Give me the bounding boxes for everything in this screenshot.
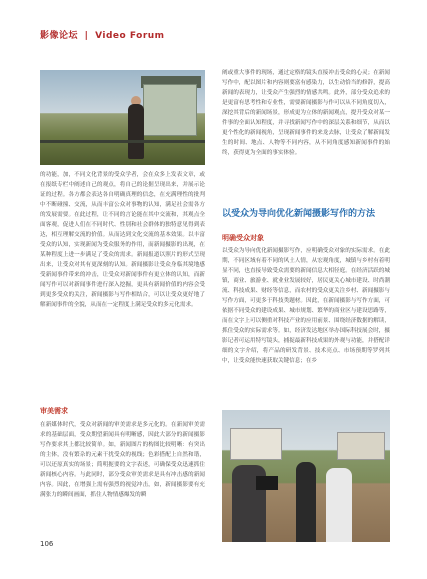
interview-photo [222,410,390,542]
header-section-en: Video Forum [95,31,165,41]
page-number: 106 [40,540,54,548]
right-intro-paragraph: 阐或重大事件的现场，通过定格的镜头直接冲击受众的心灵；在新闻写作中，配以图片和内容则要富有感染力，以生动恰当的修辞，提高新闻的表现力，让受众产生强烈的情感共鸣。此外，部分受众追求的是更富有思考性和专业性，需要新闻摄影与作可以从不同角度切入，深挖其背后的新闻场景，形成更为立体的新闻观点，提升受众对某一件事的全面认知程度，并寻找新闻写作中的深层关系和细节，从而以更个性化的新闻视角，呈现新闻事件的来龙去脉，让受众了解新闻发生的时间、地点、人物等不同内容，从不同角度感知新闻事件的始终，获得更为全面的事实体验。 [222,70,390,156]
right-body-paragraph: 以受众为导向优化新闻摄影写作，应明确受众对象的实际需求。在此期，不同区域有着不同的风土人情，从宏观角度，城镇与乡村有着明显不同，也直接导致受众需要的新闻信息大相径庭。在经济活跃的城镇，商业、旅游业、就业业发展较好，居民更关心城市建设、时尚潮流、科技成果、财经等信息，而农村的受众更关注乡村、新闻摄影与写作方面，可更多于科技类题材。因此，在新闻摄影与写作方面，可依据不同受众的建设成果、城市规划、繁华的商业区与建设思路等，而在文字上可以侧重对科技产业的应用前景、围绕经济数据的解读，抓住受众的实际需求等。如，经济发达地区举办国际科技展会时，摄影记者可运用特写镜头，捕捉最新科技成果的外观与功能，并搭配详细的文字介绍，将产品的研发背景、技术亮点、市场预期等罗列其中，让受众能快速获取关键信息；在乡 [222,248,390,364]
interviewee-figure [296,462,316,542]
right-sub-heading: 明确受众对象 [222,234,264,242]
left-body-text [40,170,205,400]
reporter-figure [326,468,352,542]
left-sub-body-text [40,420,205,535]
section-heading: 以受众为导向优化新闻摄影写作的方法 [222,209,376,219]
building [143,84,197,136]
railing [40,140,205,143]
left-sub-body-paragraph: 在新媒体时代，受众对新闻的审美需求是多元化的。在新闻审美需求的基础层面，受众期望新闻具有明晰感，因此大部分的新闻摄影写作要求其上都比较简单。如，新闻图片的构图比较明晰：有突出的主体，没有繁杂的元素干扰受众的视线；色彩搭配上自然和谐，可以还原真实的场景；简明扼要的文字表述，可确保受众迅速抓住新闻核心内容。与此同时，部分受众审美需求是具有冲击感的新闻内容。因此，在增强上需有强烈的视觉冲击，如，新闻摄影要有充满张力的瞬间画面，抓住人物情感爆发的瞬 [40,422,205,498]
right-body-text [222,246,390,404]
photographer-figure [128,104,144,159]
video-camera [256,476,278,490]
header-separator: | [84,31,89,41]
left-sub-heading: 审美需求 [40,407,68,415]
header-section-cn: 影像论坛 [40,31,79,41]
village-building [230,428,282,460]
photographer-photo [40,70,205,165]
right-intro-text [222,68,390,198]
village-building-2 [337,432,385,460]
left-body-paragraph: 的功能，加，不同文化背景的受众学者，会在众多上发表文章，或在报纸专栏中阐述自己的观点，将自己的论据呈现出来，并展示论证的过程。各方都会表达各自明确真理的信念，在充满理性的批判中不断碰撞、交流，从而丰富公众对事物的认知，满足社会需各方的发展需要。在此过程，让不同的言论能在其中交流和，其观点全面客观，促进人们在不同时代、性别和社会群体的独特意见得到表达，相互理解交流的价值。从而达到文化交流的基本效果。以丰富受众的认知，实现新闻为受众服务的作用，而新闻摄影的出现，在某种程度上进一步满足了受众的需求。新闻报道以照片的形式呈现出来，让受众对其有更深刻的认知。新闻摄影让受众身临其境地感受新闻事件带来的冲击，让受众对新闻事件有更立体的认知，而新闻写作可以对新闻事件进行深入挖掘，更具有新闻价值的内容会受到更多受众的关注，新闻摄影与写作相结合，可以让受众更好地了解新闻事件的全貌，从而在一定程度上满足受众的多元化需求。 [40,172,205,308]
page-header [40,28,165,41]
